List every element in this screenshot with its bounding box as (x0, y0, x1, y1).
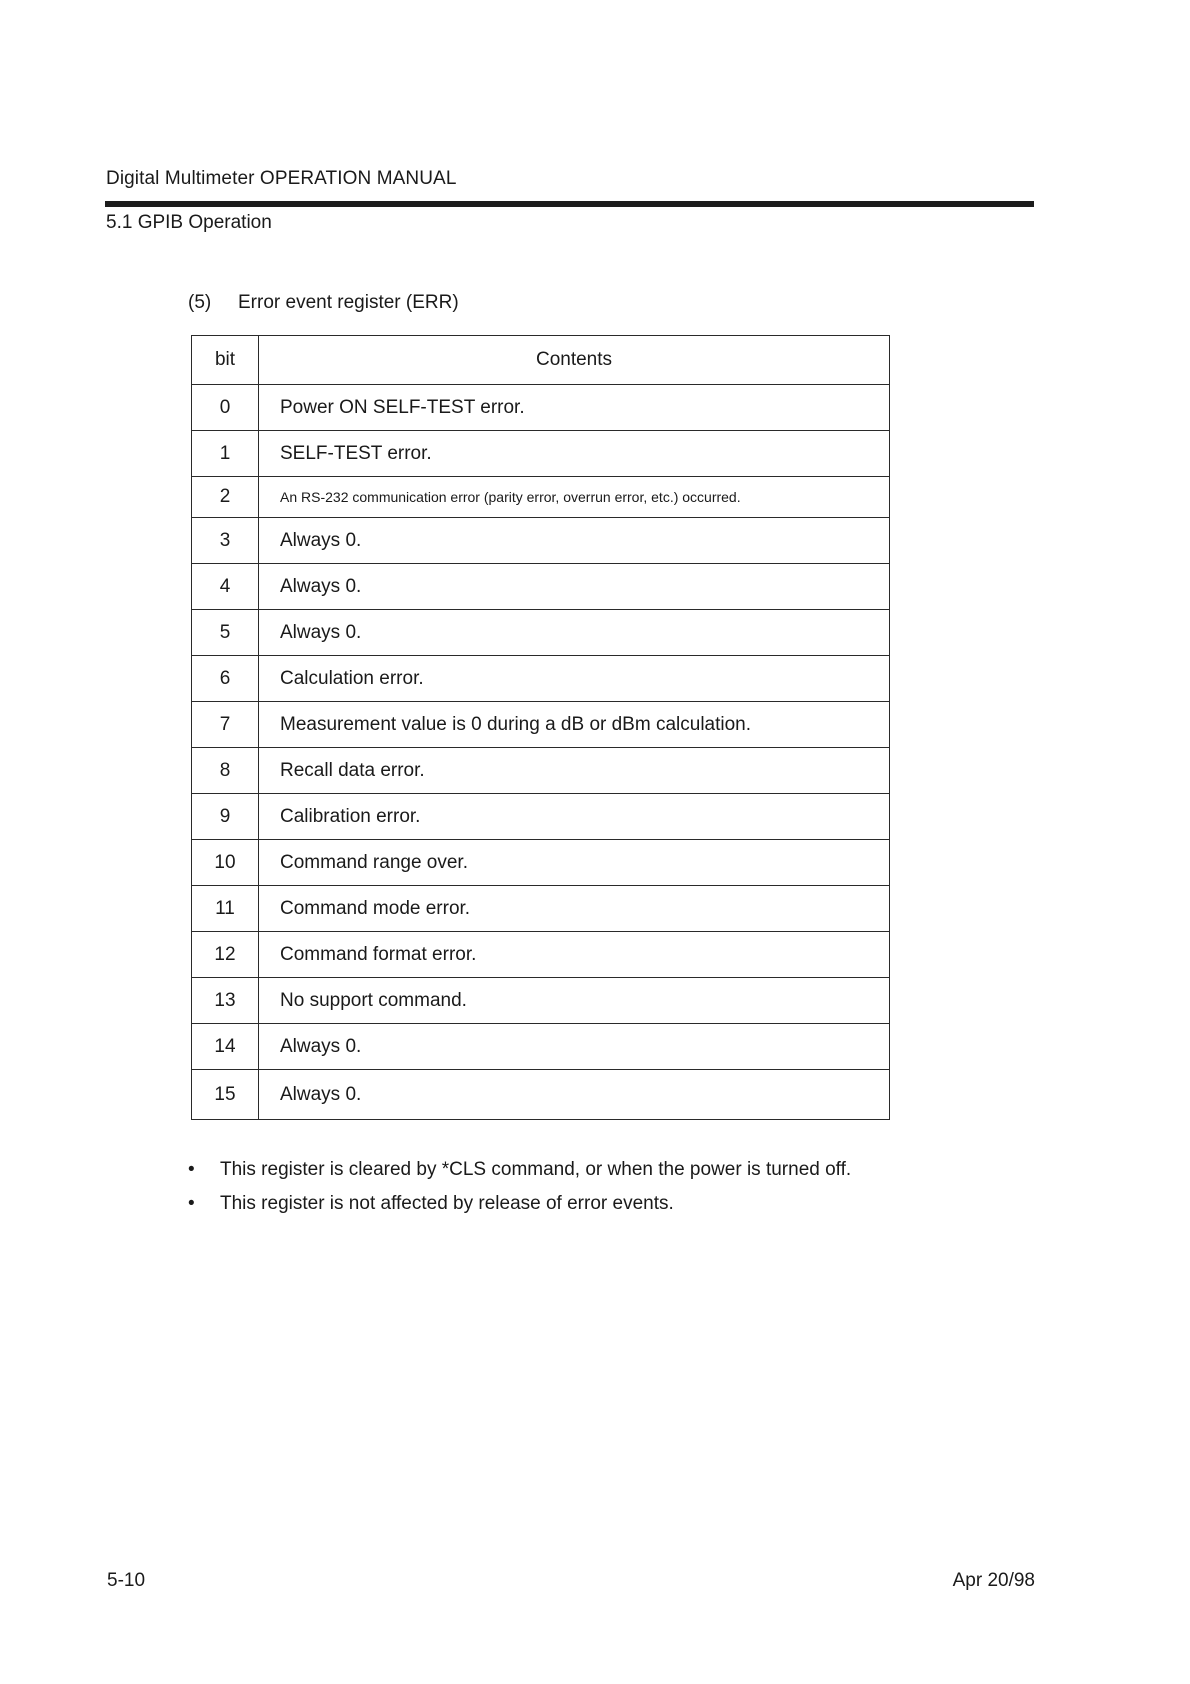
subsection-title: Error event register (ERR) (238, 292, 459, 313)
table-row (192, 886, 890, 932)
bit-cell: 10 (192, 840, 259, 886)
contents-cell: Calculation error. (259, 656, 890, 702)
table-row (192, 564, 890, 610)
contents-cell: Command range over. (259, 840, 890, 886)
column-header-bit: bit (192, 336, 259, 385)
table-row (192, 431, 890, 477)
page-number: 5-10 (107, 1570, 146, 1591)
table-header-row (192, 336, 890, 385)
contents-cell: Always 0. (259, 518, 890, 564)
subsection-heading (188, 292, 459, 314)
bullet-icon: • (188, 1193, 195, 1214)
subsection-number: (5) (188, 292, 212, 313)
contents-cell: Recall data error. (259, 748, 890, 794)
contents-cell: No support command. (259, 978, 890, 1024)
table-row (192, 518, 890, 564)
table-row (192, 978, 890, 1024)
bit-cell: 0 (192, 385, 259, 431)
note-text: This register is not affected by release of error events. (220, 1193, 674, 1214)
table-row (192, 702, 890, 748)
column-header-contents: Contents (259, 336, 890, 385)
contents-cell: Calibration error. (259, 794, 890, 840)
table-row (192, 385, 890, 431)
bit-cell: 3 (192, 518, 259, 564)
bit-cell: 13 (192, 978, 259, 1024)
table-row (192, 610, 890, 656)
note-item (188, 1159, 851, 1193)
revision-date: Apr 20/98 (952, 1570, 1035, 1591)
bit-cell: 1 (192, 431, 259, 477)
table-row (192, 477, 890, 518)
bit-cell: 14 (192, 1024, 259, 1070)
contents-cell: Command mode error. (259, 886, 890, 932)
bit-cell: 11 (192, 886, 259, 932)
section-title: 5.1 GPIB Operation (106, 212, 272, 233)
note-text: This register is cleared by *CLS command, or when the power is turned off. (220, 1159, 852, 1180)
contents-cell: An RS-232 communication error (parity error, overrun error, etc.) occurred. (259, 477, 890, 518)
bullet-icon: • (188, 1159, 195, 1180)
header-rule (105, 201, 1034, 207)
table-row (192, 1070, 890, 1120)
contents-cell: Always 0. (259, 610, 890, 656)
bit-cell: 6 (192, 656, 259, 702)
table-row (192, 794, 890, 840)
document-title: Digital Multimeter OPERATION MANUAL (106, 168, 457, 189)
contents-cell: Measurement value is 0 during a dB or dBm calculation. (259, 702, 890, 748)
bit-cell: 2 (192, 477, 259, 518)
bit-cell: 9 (192, 794, 259, 840)
contents-cell: Command format error. (259, 932, 890, 978)
bit-cell: 8 (192, 748, 259, 794)
contents-cell: Always 0. (259, 1024, 890, 1070)
contents-cell: SELF-TEST error. (259, 431, 890, 477)
table-row (192, 748, 890, 794)
table-row (192, 840, 890, 886)
table-row (192, 932, 890, 978)
table-row (192, 1024, 890, 1070)
bit-cell: 15 (192, 1070, 259, 1120)
note-item (188, 1193, 851, 1227)
notes-list (188, 1159, 851, 1227)
bit-cell: 7 (192, 702, 259, 748)
table-row (192, 656, 890, 702)
contents-cell: Always 0. (259, 564, 890, 610)
contents-cell: Always 0. (259, 1070, 890, 1120)
bit-cell: 5 (192, 610, 259, 656)
bit-cell: 12 (192, 932, 259, 978)
contents-cell: Power ON SELF-TEST error. (259, 385, 890, 431)
error-register-table (191, 335, 890, 1120)
bit-cell: 4 (192, 564, 259, 610)
